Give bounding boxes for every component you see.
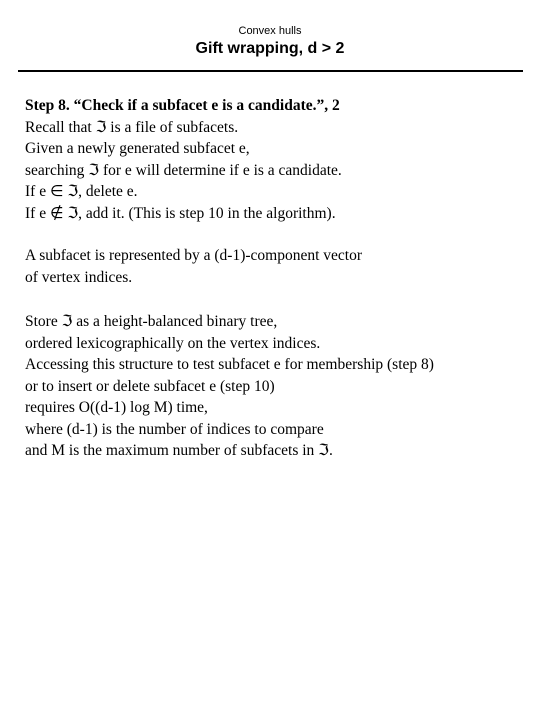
text-line: Store ℑ as a height-balanced binary tree,	[25, 313, 278, 330]
text-line: If e ∉ ℑ, add it. (This is step 10 in the algorithm).	[25, 204, 336, 222]
text-line: of vertex indices.	[25, 268, 133, 286]
text-line: Accessing this structure to test subfacet e for membership (step 8)	[25, 356, 434, 373]
header-divider	[18, 70, 523, 72]
text-line: Given a newly generated subfacet e,	[25, 140, 250, 157]
text-line: requires O((d-1) log M) time,	[25, 399, 208, 416]
text-line: and M is the maximum number of subfacets in ℑ.	[25, 442, 333, 459]
text-line: A subfacet is represented by a (d-1)-component vector	[25, 247, 362, 264]
header-topic: Convex hulls	[238, 25, 302, 37]
step8-heading: Step 8. “Check if a subfacet e is a candidate.”, 2	[25, 97, 340, 114]
text-line: ordered lexicographically on the vertex indices.	[25, 334, 321, 352]
text-line: or to insert or delete subfacet e (step 10)	[25, 377, 275, 395]
text-line: Recall that ℑ is a file of subfacets.	[25, 118, 239, 136]
step8-block	[25, 95, 530, 224]
subfacet-representation-block	[25, 245, 530, 288]
text-line: searching ℑ for e will determine if e is a candidate.	[25, 161, 342, 179]
text-line: where (d-1) is the number of indices to compare	[25, 420, 324, 438]
text-line: If e ∈ ℑ, delete e.	[25, 183, 138, 200]
storage-block	[25, 311, 530, 462]
slide-title: Gift wrapping, d > 2	[195, 40, 345, 57]
